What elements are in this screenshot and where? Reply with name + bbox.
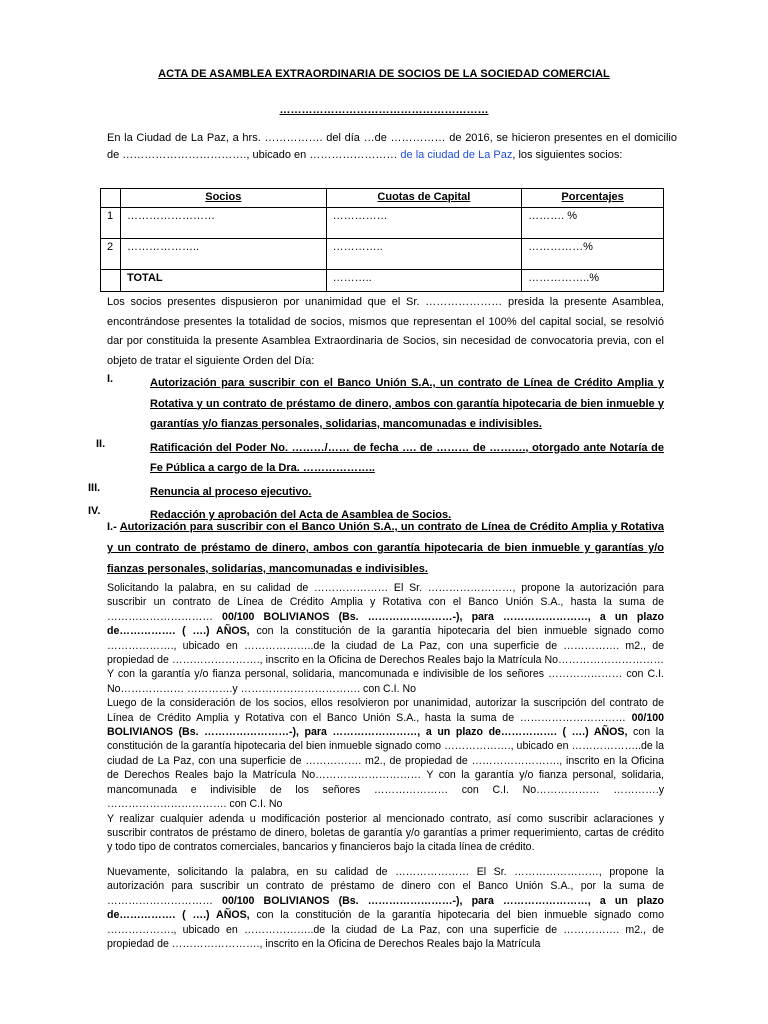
section-heading: I.- Autorización para suscribir con el Banco Unión S.A., un contrato de Línea de Crédito Amplia y Rotativa y un contrato de préstamo de dinero, ambos con garantía hipotecaria de bien inmueble y garantías y/o fianzas personales, solidarias, mancomunadas e indivisibles. — [107, 521, 664, 575]
body-paragraph: Solicitando la palabra, en su calidad de ………………… El Sr. ……………………, propone la autorización para suscribir un contrato de Línea de Crédito Amplia y Rotativa con el Banco Unión S.A., hasta la suma de ………………………… 00/100 BOLIVIANOS (Bs. ……………………-), para ……………………, a un plazo de……………. ( ….) AÑOS, con la constitución de la garantía hipotecaria del bien inmueble signado como ………………., ubicado en ………………..de la ciudad de La Paz, con una superficie de ……………. m2., de propiedad de ……………………., inscrito en la Oficina de Derechos Reales bajo la Matrícula No………………………… Y con la garantía y/o fianza personal, solidaria, mancomunada e indivisible de los señores ………………… con C.I. No……………… ………….y ……………………………. con C.I. No — [107, 582, 665, 695]
agenda-item: I. Autorización para suscribir con el Banco Unión S.A., un contrato de Línea de Crédito Amplia y Rotativa y un contrato de préstamo de dinero, ambos con garantía hipotecaria de bien inmueble y garantías y/o fianzas personales, solidarias, mancomunadas e indivisibles. — [107, 373, 664, 430]
resolution-text — [107, 581, 664, 855]
assembly-paragraph: Los socios presentes dispusieron por unanimidad que el Sr. ………………… presida la presente Asamblea, encontrándose presentes la totalidad de socios, mismos que representan el 100% del capital social, se resolvió dar por constituida la presente Asamblea Extraordinaria de Socios, sin necesidad de convocatoria previa, con el objeto de tratar el siguiente Orden del Día: — [107, 296, 664, 367]
partners-table — [100, 188, 664, 292]
table-row: 1 …………………… …………… ………. % — [101, 208, 664, 239]
table-header-cuotas: Cuotas de Capital — [326, 189, 522, 208]
body-paragraph: Luego de la consideración de los socios, ellos resolvieron por unanimidad, autorizar la suscripción del contrato de Línea de Crédito Amplia y Rotativa con el Banco Unión S.A., hasta la suma de ………………………… 00/100 BOLIVIANOS (Bs. ……………………-), para ……………………, a un plazo de……………. ( ….) AÑOS, con la constitución de la garantía hipotecaria del bien inmueble signado como ………………., ubicado en ………………..de la ciudad de La Paz, con una superficie de ……………. m2., de propiedad de ……………………., inscrito en la Oficina de Derechos Reales bajo la Matrícula No………………………… Y con la garantía y/o fianza personal, solidaria, mancomunada e indivisible de los señores ………………… con C.I. No……………… ………….y ……………………………. con C.I. No — [107, 697, 664, 811]
city-highlight: de la ciudad de La Paz — [400, 149, 513, 161]
loan-resolution-text — [107, 865, 664, 951]
agenda-item: III. Renuncia al proceso ejecutivo. — [88, 481, 312, 498]
body-paragraph: Nuevamente, solicitando la palabra, en su calidad de ………………… El Sr. ……………………, propone la autorización para suscribir un contrato de préstamo de dinero con el Banco Unión S.A., por la suma de ………………………… 00/100 BOLIVIANOS (Bs. ……………………-), para ……………………, a un plazo de……………. ( ….) AÑOS, con la constitución de la garantía hipotecaria del bien inmueble signado como ………………., ubicado en ………………..de la ciudad de La Paz, con una superficie de ……………. m2., de propiedad de ……………………., inscrito en la Oficina de Derechos Reales bajo la Matrícula — [107, 866, 665, 951]
table-row-total: TOTAL ……….. ……………..% — [101, 270, 664, 292]
document-title: ACTA DE ASAMBLEA EXTRAORDINARIA DE SOCIOS DE LA SOCIEDAD COMERCIAL — [158, 68, 610, 80]
table-header-blank — [101, 189, 121, 208]
table-header-porcentajes: Porcentajes — [522, 189, 664, 208]
table-row: 2 ……………….. ………….. ……………% — [101, 239, 664, 270]
agenda-item: IV. Redacción y aprobación del Acta de Asamblea de Socios. — [88, 505, 452, 521]
agenda-list — [88, 373, 664, 529]
table-header-socios: Socios — [120, 189, 326, 208]
body-paragraph: Y realizar cualquier adenda u modificación posterior al mencionado contrato, así como suscribir aclaraciones y suscribir contratos de préstamo de dinero, boletas de garantía y/o garantías a primer requerimiento, cartas de crédito y todo tipo de contratos comerciales, bancarios y financieros bajo la citada línea de crédito. — [107, 812, 664, 854]
company-name-placeholder: ………………………………………………… — [279, 104, 489, 116]
intro-paragraph: En la Ciudad de La Paz, a hrs. ……………. del día …de …………… de 2016, se hicieron presentes en el domicilio de ……………………………., ubicado en …………………… de la ciudad de La Paz, los siguientes socios: — [107, 132, 677, 161]
agenda-item: II. Ratificación del Poder No. ………/…… de fecha …. de ……… de ………., otorgado ante Notaría de Fe Pública a cargo de la Dra. ……………….. — [96, 437, 664, 474]
